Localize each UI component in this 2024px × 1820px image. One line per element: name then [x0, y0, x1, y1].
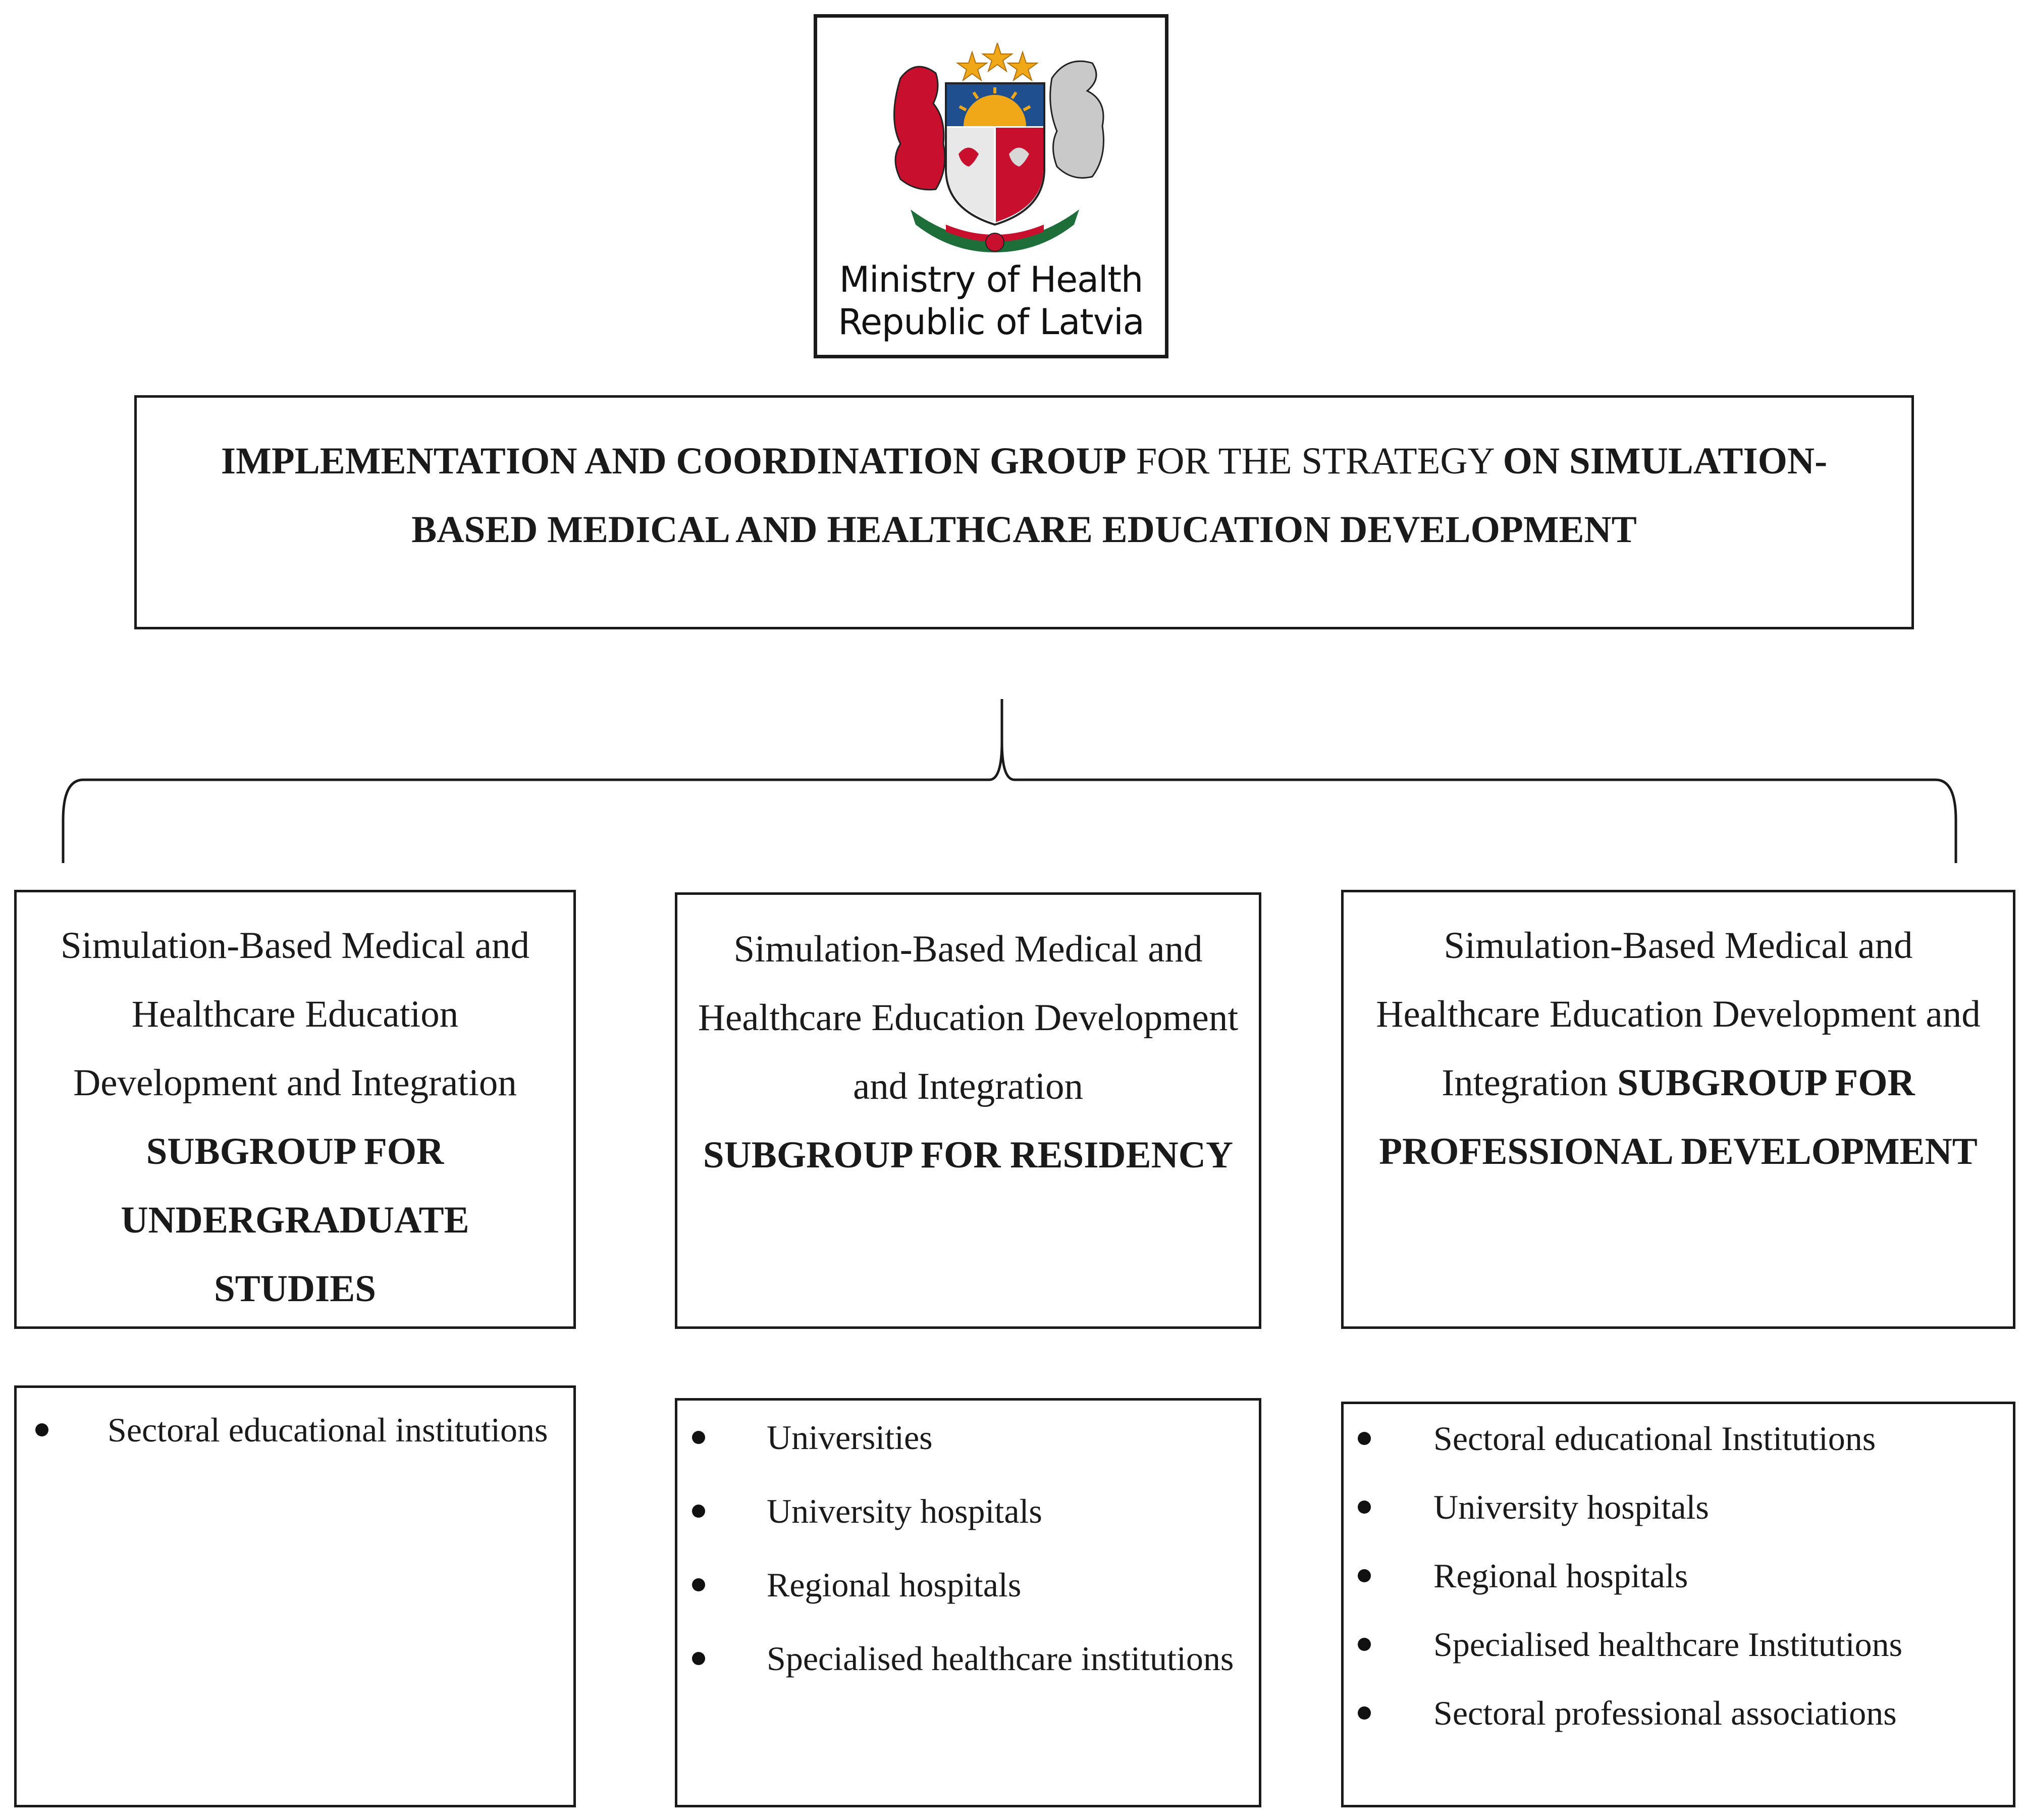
coordination-group-title — [167, 427, 1881, 564]
bullet-icon — [1358, 1569, 1371, 1582]
bullet-icon — [692, 1431, 705, 1444]
subgroup-name: SUBGROUP FOR RESIDENCY — [703, 1134, 1234, 1176]
subgroup-lead: Simulation-Based Medical and Healthcare Education Development and Integration — [61, 925, 529, 1104]
bullet-icon — [1358, 1706, 1371, 1720]
list-item — [767, 1622, 1251, 1695]
member-label: Regional hospitals — [767, 1566, 1022, 1604]
coordination-group-box — [134, 395, 1914, 629]
members-professional-development — [1341, 1402, 2015, 1807]
list-item — [1433, 1473, 2009, 1541]
bullet-icon — [1358, 1432, 1371, 1445]
member-label: Sectoral professional associations — [1433, 1694, 1897, 1732]
member-list — [108, 1393, 552, 1467]
list-item — [767, 1548, 1251, 1622]
logo-ministry-line: Ministry of Health — [839, 259, 1143, 300]
list-item — [1433, 1679, 2009, 1747]
member-label: Specialised healthcare Institutions — [1433, 1625, 1903, 1664]
title-regular-part: FOR THE STRATEGY — [1126, 440, 1503, 482]
bullet-icon — [1358, 1501, 1371, 1514]
member-label: Specialised healthcare institutions — [767, 1639, 1234, 1678]
member-label: Regional hospitals — [1433, 1557, 1688, 1595]
members-residency — [675, 1398, 1261, 1807]
subgroup-professional-development — [1341, 890, 2015, 1329]
bullet-icon — [692, 1505, 705, 1518]
list-item — [767, 1474, 1251, 1548]
member-list — [1433, 1404, 2009, 1747]
subgroup-professional-text — [1364, 912, 1993, 1186]
member-label: Sectoral educational institutions — [108, 1411, 548, 1449]
member-label: Universities — [767, 1418, 933, 1457]
subgroup-residency — [675, 892, 1261, 1329]
subgroup-name: SUBGROUP FOR UNDERGRADUATE STUDIES — [121, 1131, 469, 1310]
bullet-icon — [35, 1423, 48, 1436]
list-item — [108, 1393, 552, 1467]
list-item — [767, 1401, 1251, 1474]
subgroup-undergraduate-text — [45, 912, 545, 1323]
subgroup-residency-text — [698, 915, 1239, 1190]
member-label: Sectoral educational Institutions — [1433, 1419, 1876, 1458]
subgroup-name: SUBGROUP FOR PROFESSIONAL DEVELOPMENT — [1379, 1062, 1978, 1172]
list-item — [1433, 1610, 2009, 1679]
bullet-icon — [692, 1652, 705, 1665]
bullet-icon — [1358, 1638, 1371, 1651]
bullet-icon — [692, 1578, 705, 1591]
member-label: University hospitals — [1433, 1488, 1709, 1526]
list-item — [1433, 1404, 2009, 1473]
logo-republic-line: Republic of Latvia — [838, 301, 1144, 343]
subgroup-lead: Simulation-Based Medical and Healthcare Education Development and Integration — [1376, 925, 1981, 1104]
members-undergraduate — [14, 1385, 576, 1807]
title-bold-part: IMPLEMENTATION AND COORDINATION GROUP — [221, 440, 1127, 482]
ministry-logo — [814, 14, 1168, 358]
coat-of-arms-icon — [870, 43, 1117, 265]
list-item — [1433, 1541, 2009, 1610]
member-list — [767, 1401, 1251, 1695]
member-label: University hospitals — [767, 1492, 1042, 1530]
subgroup-undergraduate — [14, 890, 576, 1329]
subgroup-lead: Simulation-Based Medical and Healthcare Education Development and Integration — [698, 928, 1239, 1107]
title-bold-strategy: ON SIMULATION-BASED MEDICAL AND HEALTHCARE EDUCATION DEVELOPMENT — [411, 440, 1828, 551]
